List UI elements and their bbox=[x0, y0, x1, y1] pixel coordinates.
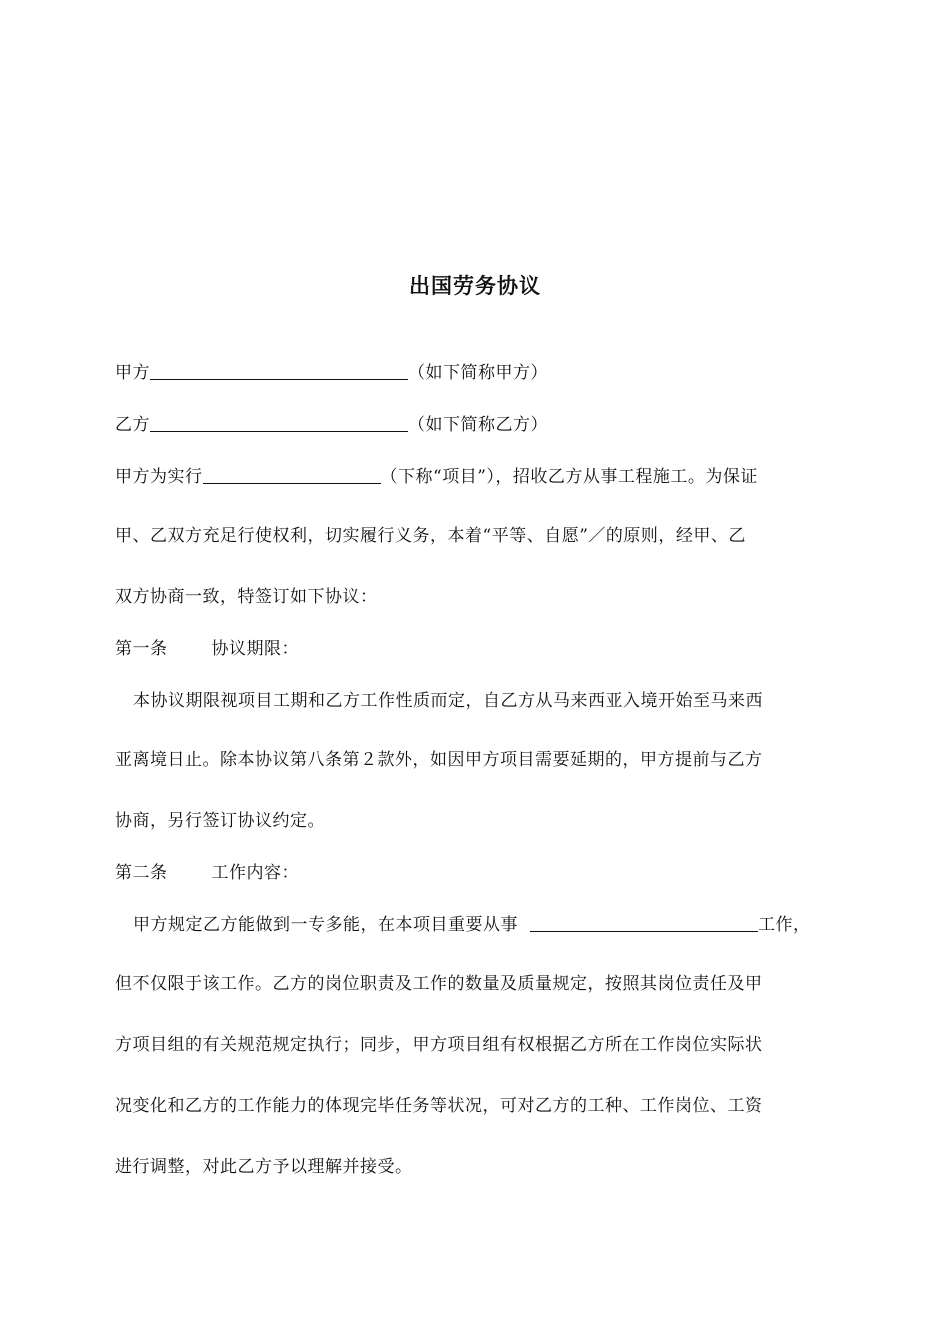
article-2-line-2: 但不仅限于该工作。乙方的岗位职责及工作的数量及质量规定，按照其岗位责任及甲 bbox=[115, 974, 763, 994]
intro-line-1 bbox=[115, 462, 758, 487]
article-2-line-5: 进行调整，对此乙方予以理解并接受。 bbox=[115, 1157, 413, 1177]
article-2-title: 工作内容： bbox=[211, 863, 299, 883]
party-a-suffix: （如下简称甲方） bbox=[408, 363, 548, 383]
intro-line-3: 双方协商一致，特签订如下协议： bbox=[115, 587, 378, 607]
party-b-blank bbox=[150, 430, 408, 432]
article-1-number: 第一条 bbox=[115, 639, 168, 659]
party-b-label: 乙方 bbox=[115, 415, 150, 435]
article-2-prefix: 甲方规定乙方能做到一专多能，在本项目重要从事 bbox=[133, 915, 518, 935]
intro-line-2: 甲、乙双方充足行使权利，切实履行义务，本着“平等、自愿”／的原则，经甲、乙 bbox=[115, 526, 746, 546]
article-2-suffix: 工作， bbox=[758, 915, 811, 935]
party-b-suffix: （如下简称乙方） bbox=[408, 415, 548, 435]
article-1-title: 协议期限： bbox=[211, 639, 299, 659]
article-2-heading bbox=[115, 858, 299, 883]
article-2-line-3: 方项目组的有关规范规定执行；同步，甲方项目组有权根据乙方所在工作岗位实际状 bbox=[115, 1035, 763, 1055]
article-1-line-2: 亚离境日止。除本协议第八条第２款外，如因甲方项目需要延期的，甲方提前与乙方 bbox=[115, 750, 763, 770]
party-b-line bbox=[115, 410, 548, 435]
party-a-blank bbox=[150, 378, 408, 380]
article-2-number: 第二条 bbox=[115, 863, 168, 883]
article-1-heading bbox=[115, 634, 299, 659]
article-2-line-1 bbox=[133, 910, 811, 935]
article-1-line-1: 本协议期限视项目工期和乙方工作性质而定，自乙方从马来西亚入境开始至马来西 bbox=[133, 691, 763, 711]
project-blank bbox=[203, 482, 381, 484]
party-a-line bbox=[115, 358, 548, 383]
intro-suffix: （下称“项目”），招收乙方从事工程施工。为保证 bbox=[380, 467, 758, 487]
intro-prefix: 甲方为实行 bbox=[115, 467, 203, 487]
job-blank bbox=[530, 930, 758, 932]
page-title: 出国劳务协议 bbox=[409, 274, 541, 298]
party-a-label: 甲方 bbox=[115, 363, 150, 383]
article-2-line-4: 况变化和乙方的工作能力的体现完毕任务等状况，可对乙方的工种、工作岗位、工资 bbox=[115, 1096, 763, 1116]
article-1-line-3: 协商，另行签订协议约定。 bbox=[115, 811, 325, 831]
